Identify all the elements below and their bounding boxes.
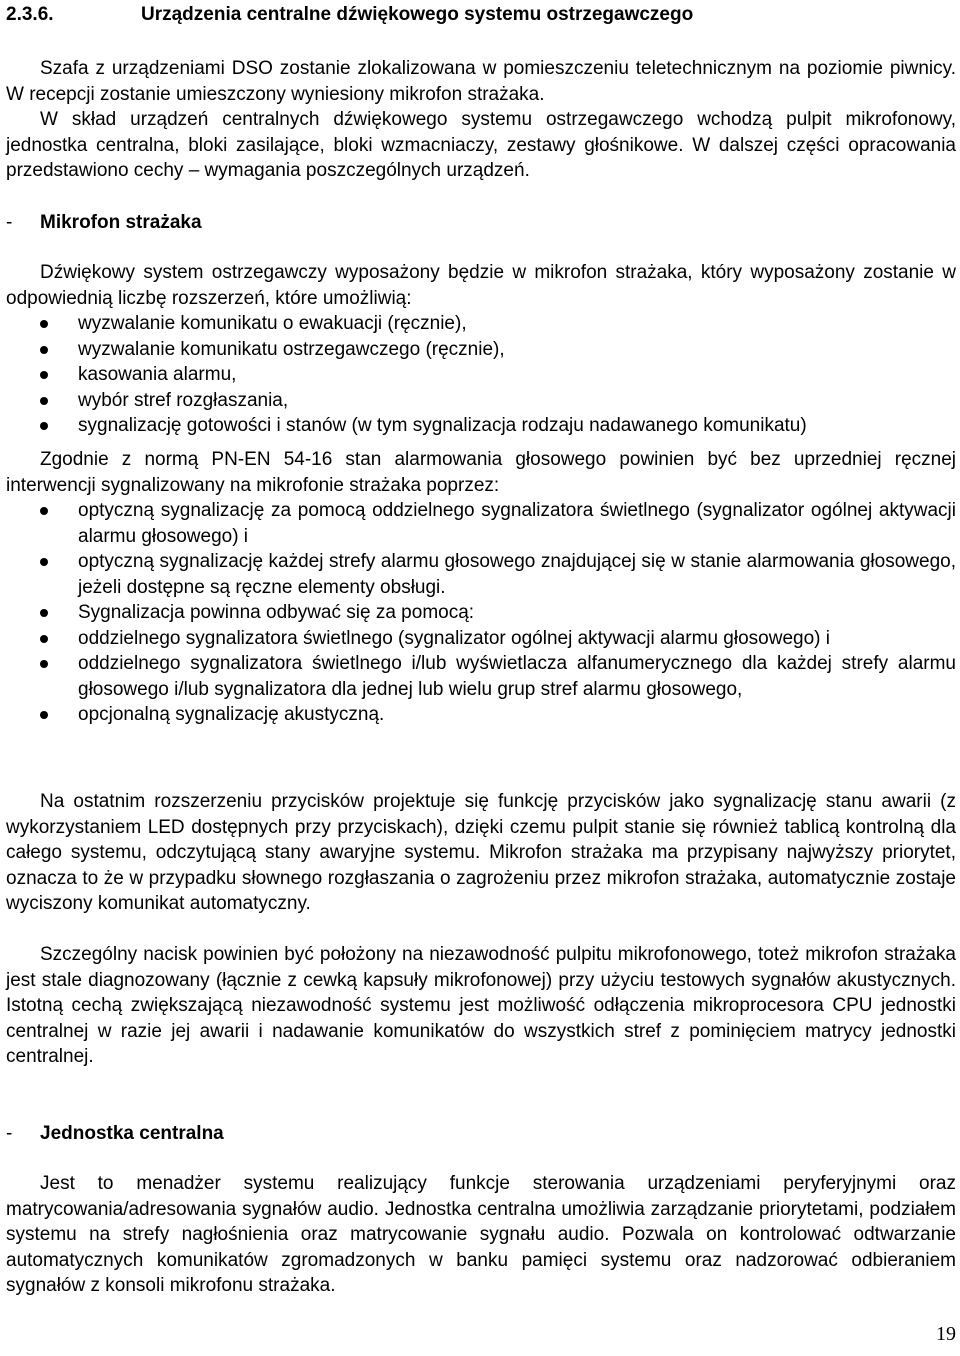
central-unit-paragraph: Jest to menadżer systemu realizujący funkcje sterowania urządzeniami peryferyjnymi oraz matrycowania/adresowania sygnałów audio. Jednostka centralna umożliwia zarządzanie priorytetami, podziałem systemu na strefy nagłośnienia oraz matrycowanie sygnału audio. Pozwala on kontrolować odtwarzanie automatycznych komunikatów zgromadzonych w banku pamięci systemu oraz nadzorować odbieraniem sygnałów z konsoli mikrofonu strażaka. [6, 1173, 956, 1296]
list-item: optyczną sygnalizację za pomocą oddzielnego sygnalizatora świetlnego (sygnalizator ogólnej aktywacji alarmu głosowego) i [6, 498, 956, 549]
microphone-paragraph-3: Na ostatnim rozszerzeniu przycisków projektuje się funkcję przycisków jako sygnalizację stanu awarii (z wykorzystaniem LED dostępnych przy przyciskach), dzięki czemu pulpit stanie się również tablicą kontrolną dla całego systemu, odczytującą stany awaryjne systemu. Mikrofon strażaka ma przypisany najwyższy priorytet, oznacza to że w przypadku słownego rozgłaszania o zagrożeniu przez mikrofon strażaka, automatycznie zostaje wyciszony komunikat automatyczny. [6, 791, 956, 914]
section-title: Urządzenia centralne dźwiękowego systemu ostrzegawczego [141, 4, 694, 25]
subsection-title: Mikrofon strażaka [40, 212, 202, 233]
list-item: wyzwalanie komunikatu o ewakuacji (ręcznie), [6, 311, 956, 337]
dash-marker: - [6, 1123, 13, 1144]
microphone-functions-list [6, 311, 956, 439]
subsection-heading-central-unit [6, 1121, 224, 1147]
list-item: sygnalizację gotowości i stanów (w tym sygnalizacja rodzaju nadawanego komunikatu) [6, 413, 956, 439]
dash-marker: - [6, 212, 13, 233]
subsection-title: Jednostka centralna [40, 1123, 224, 1144]
list-item: kasowania alarmu, [6, 362, 956, 388]
intro-paragraph-2: W skład urządzeń centralnych dźwiękowego systemu ostrzegawczego wchodzą pulpit mikrofonowy, jednostka centralna, bloki zasilające, bloki wzmacniaczy, zestawy głośnikowe. W dalszej części opracowania przedstawiono cechy – wymagania poszczególnych urządzeń. [6, 109, 956, 181]
list-item: wyzwalanie komunikatu ostrzegawczego (ręcznie), [6, 337, 956, 363]
microphone-paragraph-2: Zgodnie z normą PN-EN 54-16 stan alarmowania głosowego powinien być bez uprzedniej ręcznej interwencji sygnalizowany na mikrofonie strażaka poprzez: [6, 449, 956, 496]
list-item: oddzielnego sygnalizatora świetlnego i/lub wyświetlacza alfanumerycznego dla każdej strefy alarmu głosowego i/lub sygnalizatora dla jednej lub wielu grup stref alarmu głosowego, [6, 651, 956, 702]
list-item: opcjonalną sygnalizację akustyczną. [6, 702, 956, 728]
list-item: oddzielnego sygnalizatora świetlnego (sygnalizator ogólnej aktywacji alarmu głosowego) i [6, 626, 956, 652]
list-item: wybór stref rozgłaszania, [6, 388, 956, 414]
intro-paragraph-1: Szafa z urządzeniami DSO zostanie zlokalizowana w pomieszczeniu teletechnicznym na poziomie piwnicy. W recepcji zostanie umieszczony wyniesiony mikrofon strażaka. [6, 58, 956, 105]
subsection-heading-microphone [6, 210, 202, 236]
list-item: Sygnalizacja powinna odbywać się za pomocą: [6, 600, 956, 626]
page-number: 19 [936, 1323, 956, 1345]
microphone-paragraph-4: Szczególny nacisk powinien być położony na niezawodność pulpitu mikrofonowego, toteż mikrofon strażaka jest stale diagnozowany (łącznie z cewką kapsuły mikrofonowej) przy użyciu testowych sygnałów akustycznych. Istotną cechą zwiększającą niezawodność systemu jest możliwość odłączenia mikroprocesora CPU jednostki centralnej w razie jej awarii i nadawanie komunikatów do wszystkich stref z pominięciem matrycy jednostki centralnej. [6, 944, 956, 1067]
list-item: optyczną sygnalizację każdej strefy alarmu głosowego znajdującej się w stanie alarmowania głosowego, jeżeli dostępne są ręczne elementy obsługi. [6, 549, 956, 600]
signalling-list [6, 498, 956, 728]
section-heading [6, 2, 693, 28]
microphone-paragraph-1: Dźwiękowy system ostrzegawczy wyposażony będzie w mikrofon strażaka, który wyposażony zostanie w odpowiednią liczbę rozszerzeń, które umożliwią: [6, 262, 956, 309]
section-number: 2.3.6. [6, 4, 54, 25]
